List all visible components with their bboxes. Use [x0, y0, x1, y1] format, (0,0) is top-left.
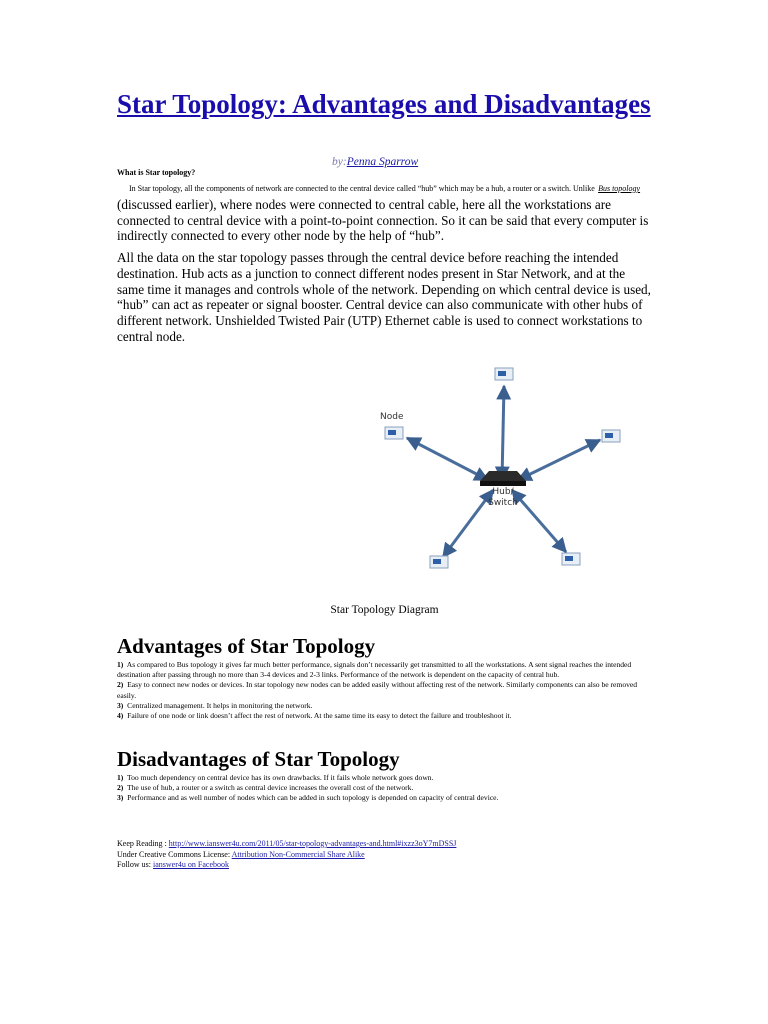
- list-item: [117, 783, 652, 793]
- item-text: Failure of one node or link doesn’t affect the rest of network. At the same time its easy to detect the failure and troubleshoot it.: [127, 711, 512, 721]
- link-bottom-left: [443, 490, 493, 557]
- footer: [117, 839, 456, 871]
- link-right: [518, 440, 600, 480]
- keep-reading-label: Keep Reading :: [117, 839, 169, 848]
- hub-label-1: Hub/: [492, 487, 514, 497]
- follow-line: [117, 860, 456, 871]
- what-is-heading: What is Star topology?: [117, 168, 196, 177]
- item-text: Performance and as well number of nodes which can be added in such topology is depended on capacity of central device.: [127, 793, 499, 803]
- computer-icon-right: [602, 430, 620, 442]
- item-number: 2): [117, 783, 124, 793]
- item-text: Easy to connect new nodes or devices. In star topology new nodes can be added easily without affecting rest of the network. Similarly components can also be removed easily.: [117, 680, 638, 700]
- item-number: 2): [117, 680, 124, 690]
- list-item: [117, 701, 652, 711]
- item-text: The use of hub, a router or a switch as central device increases the overall cost of the network.: [127, 783, 414, 793]
- item-number: 3): [117, 700, 124, 710]
- diagram-caption: Star Topology Diagram: [330, 604, 439, 616]
- license-label: Under Creative Commons License:: [117, 849, 232, 859]
- follow-label: Follow us:: [117, 860, 154, 869]
- item-number: 1): [117, 660, 124, 669]
- page-title: [117, 88, 652, 121]
- list-item: [117, 680, 652, 700]
- hub-label-2: Switch: [488, 498, 518, 508]
- advantages-list: [117, 660, 652, 721]
- computer-icon-left: [385, 427, 403, 439]
- advantages-heading: Advantages of Star Topology: [117, 634, 376, 658]
- star-topology-diagram: [260, 360, 632, 588]
- computer-icon-bottom-right: [562, 553, 580, 565]
- author-link[interactable]: Penna Sparrow: [346, 156, 419, 168]
- list-item: [117, 793, 652, 803]
- title-link[interactable]: Star Topology: Advantages and Disadvantages: [117, 89, 651, 119]
- item-text: As compared to Bus topology it gives far much better performance, signals don’t necessarily get transmitted to all the workstations. A sent signal reaches the intended destination after passing through no more than 3-4 devices and 2-3 links. Performance of the network is dependent on the capacity of central hub.: [117, 660, 632, 680]
- computer-icon-bottom-left: [430, 556, 448, 568]
- item-number: 3): [117, 793, 124, 803]
- item-text: Centralized management. It helps in monitoring the network.: [127, 700, 313, 710]
- license-link[interactable]: Attribution Non-Commercial Share Alike: [231, 849, 365, 859]
- disadvantages-heading: Disadvantages of Star Topology: [117, 747, 400, 771]
- facebook-link[interactable]: ianswer4u on Facebook: [153, 860, 229, 869]
- item-number: 1): [117, 773, 124, 782]
- node-label: Node: [380, 412, 404, 422]
- bus-topology-link[interactable]: Bus topology: [598, 184, 641, 193]
- byline: [332, 156, 418, 168]
- list-item: [117, 711, 652, 721]
- body-paragraph: All the data on the star topology passes through the central device before reaching the intended destination. Hub acts as a junction to connect different nodes present in Star Network, and at the same time it manages and controls whole of the network. Depending on which central device is used, “hub” can act as repeater or signal booster. Central device can also communicate with other hubs of different network. Unshielded Twisted Pair (UTP) Ethernet cable is used to connect workstations to central node.: [117, 250, 651, 344]
- keep-reading-line: [117, 839, 456, 850]
- link-left: [407, 438, 488, 480]
- license-line: [117, 850, 456, 861]
- disadvantages-list: [117, 773, 652, 804]
- byline-prefix: by:: [332, 156, 347, 168]
- item-number: 4): [117, 711, 124, 721]
- intro-rest-text: (discussed earlier), where nodes were connected to central cable, here all the workstations are connected to central device with a point-to-point connection. So it can be said that every computer is indirectly connected to every other node by the help of “hub”.: [117, 196, 649, 244]
- keep-reading-link[interactable]: http://www.ianswer4u.com/2011/05/star-topology-advantages-and.html#ixzz3oY7mDSSJ: [168, 839, 457, 848]
- link-top: [502, 386, 504, 480]
- list-item: [117, 660, 652, 680]
- item-text: Too much dependency on central device has its own drawbacks. If it fails whole network goes down.: [127, 773, 434, 782]
- list-item: [117, 773, 652, 783]
- hub-switch-icon: [480, 471, 526, 486]
- intro-small-text: In Star topology, all the components of network are connected to the central device called “hub” which may be a hub, a router or a switch. Unlike: [129, 184, 595, 193]
- intro-paragraph: [117, 179, 652, 244]
- link-bottom-right: [512, 490, 566, 552]
- computer-icon-top: [495, 368, 513, 380]
